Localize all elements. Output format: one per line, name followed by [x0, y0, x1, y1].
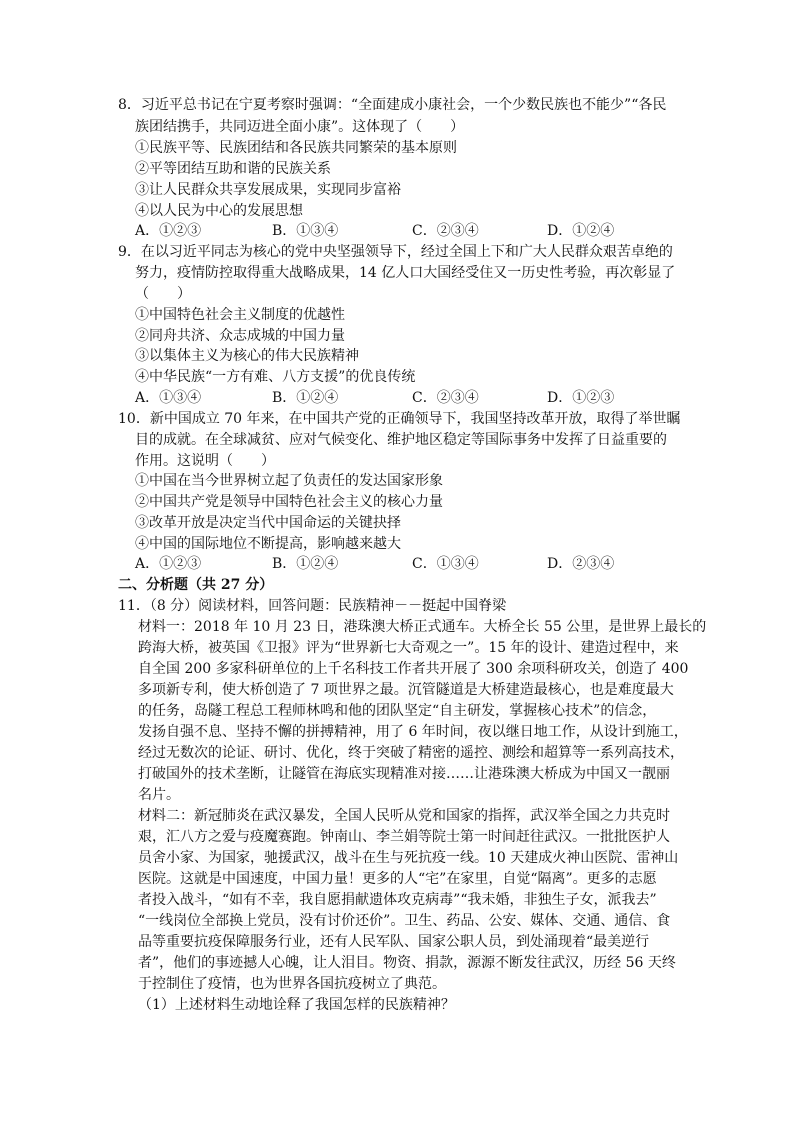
q11-material2-line: 医院。这就是中国速度，中国力量！更多的人“宅”在家里，自觉“隔离”。更多的志愿 — [138, 871, 657, 887]
q10-option-b[interactable]: B．①②④ — [272, 556, 339, 572]
q10-stem-line1: 10．新中国成立 70 年来，在中国共产党的正确领导下，我国坚持改革开放，取得了举世瞩 — [118, 411, 681, 427]
q9-option-c[interactable]: C．②③④ — [412, 390, 479, 406]
q8-option-c[interactable]: C．②③④ — [412, 223, 479, 239]
q8-stem-line2: 族团结携手，共同迈进全面小康”。这体现了（ ） — [135, 119, 465, 135]
q11-subquestion-1: （1）上述材料生动地诠释了我国怎样的民族精神？ — [138, 997, 455, 1013]
section-heading: 二、分析题（共 27 分） — [118, 577, 274, 593]
q11-material1-line: 跨海大桥，被英国《卫报》评为“世界新七大奇观之一”。15 年的设计、建造过程中，来 — [138, 640, 679, 656]
q9-option-b[interactable]: B．①②④ — [272, 390, 339, 406]
q11-material2-line: 者”，他们的事迹撼人心魄，让人泪目。物资、捐款，源源不断发往武汉，历经 56 天终 — [138, 955, 676, 971]
q9-stem-line1: 9．在以习近平同志为核心的党中央坚强领导下，经过全国上下和广大人民群众艰苦卓绝的 — [118, 244, 673, 260]
q8-option-a[interactable]: A．①②③ — [135, 223, 202, 239]
q11-material1-line: 名片。 — [138, 787, 180, 803]
q11-material2-line: 者投入战斗，“如有不幸，我自愿捐献遗体攻克病毒”“我未婚，非独生子女，派我去” — [138, 892, 657, 908]
q11-material2-line: 于控制住了疫情，也为世界各国抗疫树立了典范。 — [138, 976, 446, 992]
q10-item-3: ③改革开放是决定当代中国命运的关键抉择 — [135, 515, 401, 531]
q11-material1-line: 打破国外的技术垄断，让隧管在海底实现精准对接……让港珠澳大桥成为中国又一靓丽 — [138, 766, 670, 782]
q9-item-1: ①中国特色社会主义制度的优越性 — [135, 307, 345, 323]
q9-stem-line2: 努力，疫情防控取得重大战略成果，14 亿人口大国经受住又一历史性考验，再次彰显了 — [135, 265, 676, 281]
q11-material1-line: 经过无数次的论证、研讨、优化，终于突破了精密的遥控、测绘和超算等一系列高技术， — [138, 745, 684, 761]
q10-stem-line3: 作用。这说明（ ） — [135, 453, 275, 469]
q10-option-c[interactable]: C．①③④ — [412, 556, 479, 572]
q11-material1-line: 的任务，岛隧工程总工程师林鸣和他的团队坚定“自主研发，掌握核心技术”的信念， — [138, 703, 657, 719]
q11-material1-line: 自全国 200 多家科研单位的上千名科技工作者共开展了 300 余项科研攻关，创造了 400 — [138, 661, 689, 677]
q11-material1-line: 发扬自强不息、坚持不懈的拼搏精神，用了 6 年时间，夜以继日地工作，从设计到施工， — [138, 724, 688, 740]
q11-material2-line: 艰，汇八方之爱与疫魔赛跑。钟南山、李兰娟等院士第一时间赶往武汉。一批批医护人 — [138, 829, 670, 845]
q11-header: 11．（8 分）阅读材料，回答问题：民族精神－－挺起中国脊梁 — [118, 598, 507, 614]
q9-item-2: ②同舟共济、众志成城的中国力量 — [135, 328, 345, 344]
q10-item-4: ④中国的国际地位不断提高，影响越来越大 — [135, 536, 401, 552]
q9-item-4: ④中华民族“一方有难、八方支援”的优良传统 — [135, 369, 416, 385]
q8-stem-line1: 8．习近平总书记在宁夏考察时强调：“全面建成小康社会，一个少数民族也不能少”“各民 — [118, 97, 667, 113]
q10-option-d[interactable]: D．②③④ — [547, 556, 615, 572]
q10-stem-line2: 目的成就。在全球减贫、应对气候变化、维护地区稳定等国际事务中发挥了日益重要的 — [135, 432, 667, 448]
q8-option-b[interactable]: B．①③④ — [272, 223, 339, 239]
q11-material2-line: 品等重要抗疫保障服务行业，还有人民军队、国家公职人员，到处涌现着“最美逆行 — [138, 934, 650, 950]
q9-item-3: ③以集体主义为核心的伟大民族精神 — [135, 348, 359, 364]
q11-material2-line: 材料二：新冠肺炎在武汉暴发，全国人民听从党和国家的指挥，武汉举全国之力共克时 — [138, 808, 670, 824]
q8-item-2: ②平等团结互助和谐的民族关系 — [135, 161, 331, 177]
q9-option-d[interactable]: D．①②③ — [547, 390, 615, 406]
q9-option-a[interactable]: A．①③④ — [135, 390, 202, 406]
q9-stem-line3: （ ） — [135, 286, 191, 302]
q10-item-1: ①中国在当今世界树立起了负责任的发达国家形象 — [135, 473, 443, 489]
q11-material2-line: “一线岗位全部换上党员，没有讨价还价”。卫生、药品、公安、媒体、交通、通信、食 — [138, 913, 671, 929]
q8-item-4: ④以人民为中心的发展思想 — [135, 203, 303, 219]
q8-option-d[interactable]: D．①②④ — [547, 223, 615, 239]
q11-material2-line: 员舍小家、为国家，驰援武汉，战斗在生与死抗疫一线。10 天建成火神山医院、雷神山 — [138, 850, 679, 866]
q10-item-2: ②中国共产党是领导中国特色社会主义的核心力量 — [135, 494, 443, 510]
q11-material1-line: 材料一：2018 年 10 月 23 日，港珠澳大桥正式通车。大桥全长 55 公里，是世界上最长的 — [138, 619, 707, 635]
q11-material1-line: 多项新专利，使大桥创造了 7 项世界之最。沉管隧道是大桥建造最核心，也是难度最大 — [138, 682, 674, 698]
q8-item-3: ③让人民群众共享发展成果，实现同步富裕 — [135, 182, 401, 198]
q10-option-a[interactable]: A．①②③ — [135, 556, 202, 572]
q8-item-1: ①民族平等、民族团结和各民族共同繁荣的基本原则 — [135, 140, 457, 156]
